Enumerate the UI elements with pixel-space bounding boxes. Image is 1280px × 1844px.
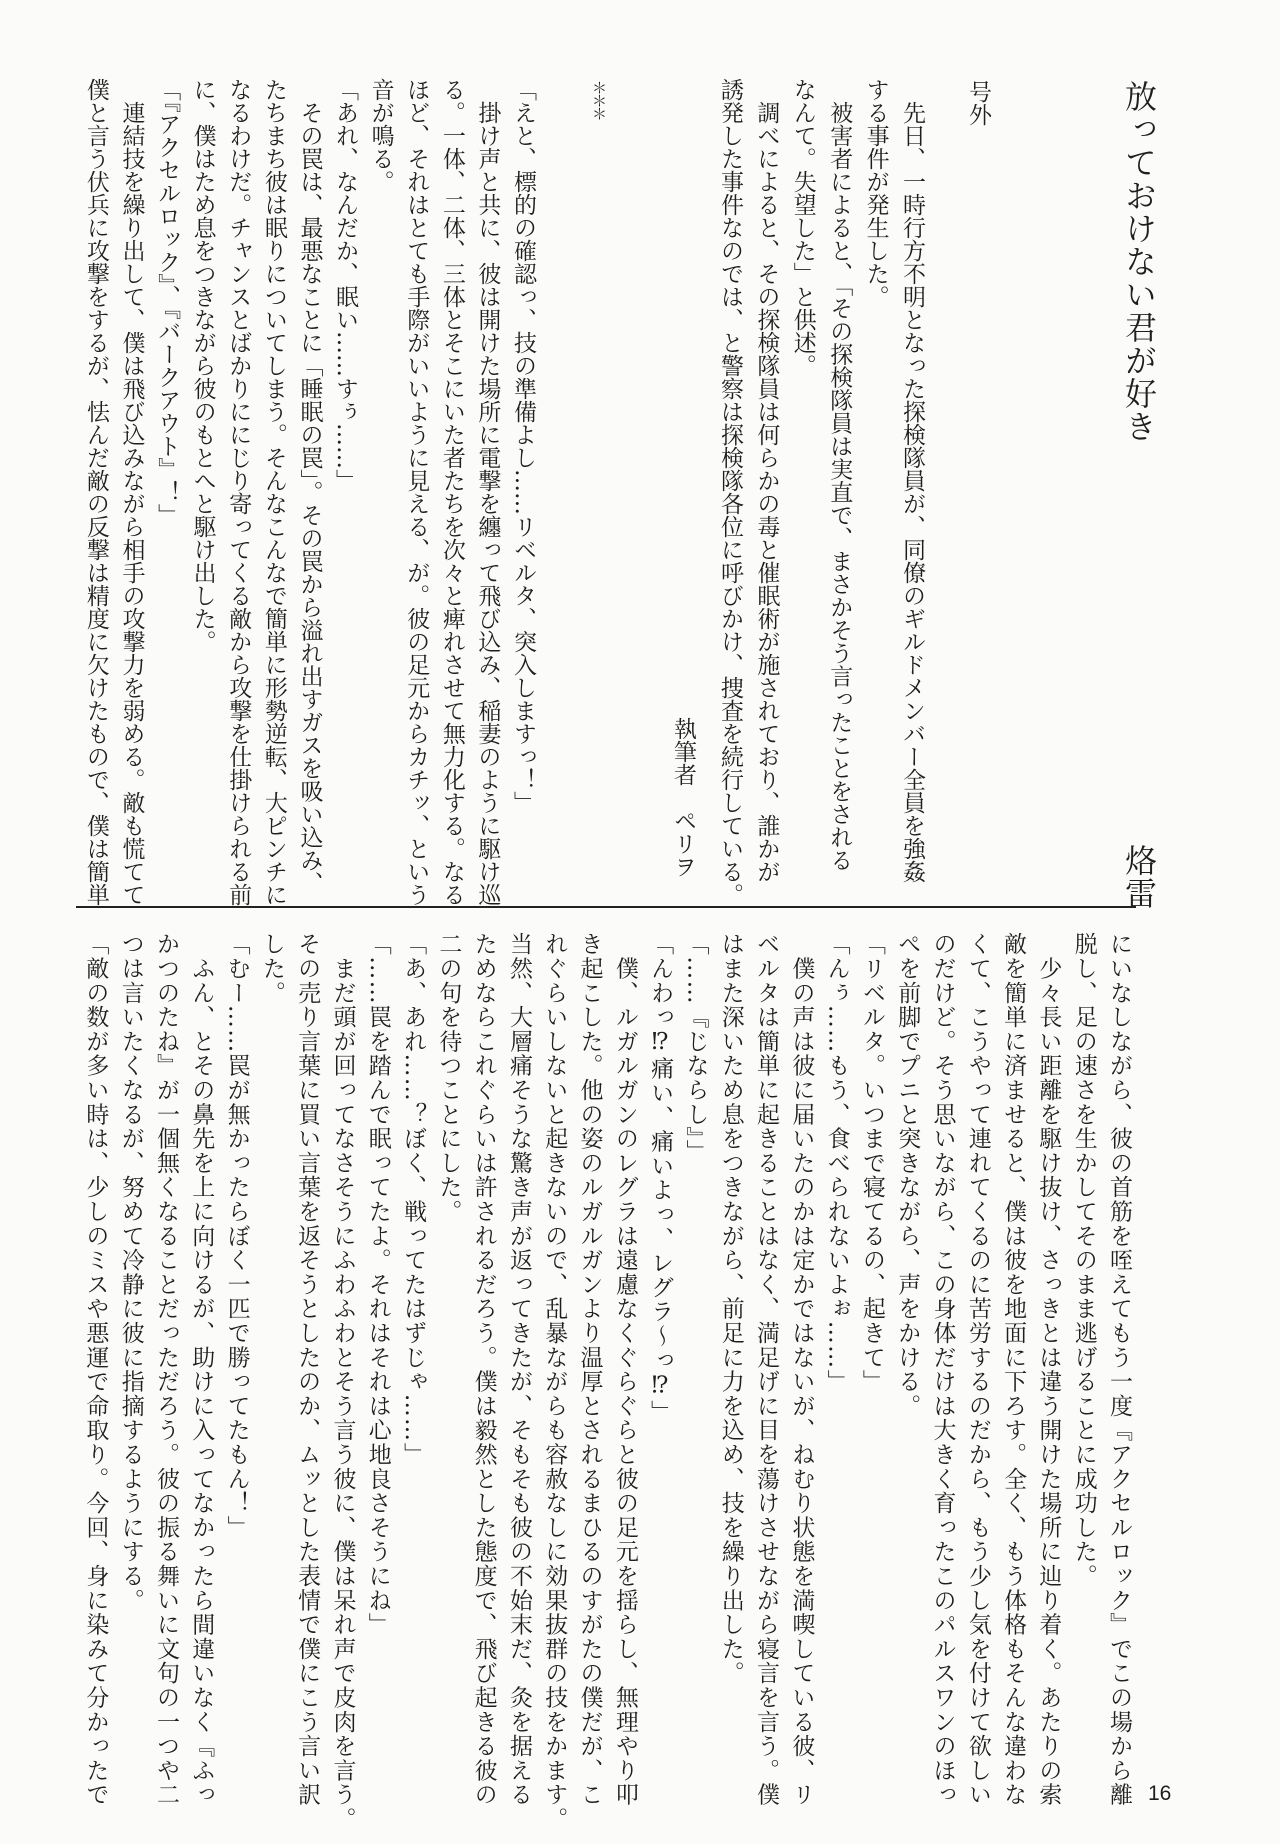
text-line: 先日、一時行方不明となった探検隊員が、同僚のギルドメンバー全員を強姦 <box>899 78 925 883</box>
text-line: 僕と言う伏兵に攻撃をするが、怯んだ敵の反撃は精度に欠けたもので、僕は簡単 <box>82 78 109 906</box>
text-line: のだけど。そう思いながら、この身体だけは大きく育ったこのパルスワンのほっ <box>929 932 956 1807</box>
text-line: 「……罠を踏んで眠ってたよ。それはそれは心地良さそうにね」 <box>364 932 391 1637</box>
divider-line <box>76 906 1136 908</box>
text-line: なんて。失望した」と供述。 <box>789 78 816 377</box>
story-text-lower <box>77 932 1136 1832</box>
story-header <box>1112 80 1166 910</box>
author-name: 烙雷 <box>1120 844 1158 910</box>
text-line: 当然、大層痛そうな驚き声が返ってきたが、そもそも彼の不始末だ、灸を据える <box>505 932 532 1807</box>
text-line: 少々長い距離を駆け抜け、さっきとは違う開けた場所に辿り着く。あたりの索 <box>1035 932 1062 1807</box>
text-line: 「あれ、なんだか、眠い……すぅ……」 <box>332 78 359 492</box>
text-line: はまた深いため息をつきながら、前足に力を込め、技を繰り出した。 <box>717 932 744 1686</box>
text-line: 「リベルタ。いつまで寝てるの、起きて」 <box>858 932 885 1394</box>
text-line: なるわけだ。チャンスとばかりににじり寄ってくる敵から攻撃を仕掛けられる前 <box>225 78 252 906</box>
story-text-upper <box>77 78 540 906</box>
text-line: ほど、それはとても手際がいいように見える、が。彼の足元からカチッ、という <box>403 78 430 906</box>
text-line: 「んぅ……もう、食べられないよぉ……」 <box>823 932 850 1394</box>
text-line: 「えと、標的の確認っ、技の準備よし……リベルタ、突入しますっ！」 <box>510 78 536 814</box>
text-line: 僕の声は彼に届いたのかは定かではないが、ねむり状態を満喫している彼、リ <box>788 932 815 1807</box>
text-line: ぺを前脚でプニと突きながら、声をかける。 <box>894 932 921 1418</box>
text-line: くて、こうやって連れてくるのに苦労するのだから、もう少し気を付けて欲しい <box>964 932 991 1807</box>
text-line: ベルタは簡単に起きることはなく、満足げに目を蕩けさせながら寝言を言う。僕 <box>753 932 780 1807</box>
text-line: まだ頭が回ってなさそうにふわふわとそう言う彼に、僕は呆れ声で皮肉を言う。 <box>329 932 356 1832</box>
text-line: 「敵の数が多い時は、少しのミスや悪運で命取り。今回、身に染みて分かったで <box>82 932 109 1807</box>
text-line: 「んわっ⁉痛い、痛いよっ、レグラ～っ⁉」 <box>647 932 674 1424</box>
text-line: 連結技を繰り出して、僕は飛び込みながら相手の攻撃力を弱める。敵も慌てて <box>118 78 145 906</box>
text-line: する事件が発生した。 <box>862 78 889 308</box>
text-line: 「あ、あれ……？ぼく、戦ってたはずじゃ……」 <box>400 932 427 1467</box>
text-line: 被害者によると、「その探検隊員は実直で、まさかそう言ったことをされる <box>826 78 853 872</box>
text-line: れぐらいしないと起きないので、乱暴ながらも容赦なしに効果抜群の技をかます。 <box>541 932 568 1832</box>
page-number: 16 <box>1148 1782 1172 1805</box>
text-line: に、僕はため息をつきながら彼のもとへと駆け出した。 <box>189 78 216 653</box>
text-line: 音が鳴る。 <box>367 78 394 193</box>
text-line: き起こした。他の姿のルガルガンより温厚とされるまひるのすがたの僕だが、こ <box>576 932 603 1807</box>
text-line: 僕、ルガルガンのレグラは遠慮なくぐらぐらと彼の足元を揺らし、無理やり叩 <box>611 932 638 1807</box>
text-line: る。一体、二体、三体とそこにいた者たちを次々と痺れさせて無力化する。なる <box>438 78 465 906</box>
news-byline: 執筆者 ペリヲ <box>670 717 696 878</box>
news-heading: 号外 <box>965 80 991 126</box>
text-line: ためならこれぐらいは許されるだろう。僕は毅然とした態度で、飛び起きる彼の <box>470 932 497 1807</box>
section-separator: ＊＊＊ <box>590 80 608 119</box>
text-line: した。 <box>258 932 285 1005</box>
text-line: 「……『じならし』」 <box>682 932 709 1164</box>
text-line: その罠は、最悪なことに「睡眠の罠」。その罠から溢れ出すガスを吸い込み、 <box>296 78 323 895</box>
text-line: 「むー……罠が無かったらぼく一匹で勝ってたもん！」 <box>223 932 250 1540</box>
news-body <box>711 78 930 906</box>
text-line: 誘発した事件なのでは、と警察は探検隊各位に呼びかけ、捜査を続行している。 <box>716 78 743 906</box>
text-line: 「『アクセルロック』、『バークアウト』！」 <box>154 78 181 527</box>
text-line: たちまち彼は眠りについてしまう。そんなこんなで簡単に形勢逆転、大ピンチに <box>260 78 287 906</box>
text-line: 調べによると、その探検隊員は何らかの毒と催眠術が施されており、誰かが <box>753 78 780 883</box>
text-line: 敵を簡単に済ませると、僕は彼を地面に下ろす。全く、もう体格もそんな違わな <box>1000 932 1027 1807</box>
text-line: ふん、とその鼻先を上に向けるが、助けに入ってなかったら間違いなく『ふっ <box>188 932 215 1807</box>
text-line: 掛け声と共に、彼は開けた場所に電撃を纏って飛び込み、稲妻のように駆け巡 <box>474 78 501 906</box>
text-line: 脱し、足の速さを生かしてそのまま逃げることに成功した。 <box>1070 932 1097 1589</box>
text-line: かつのたね』が一個無くなることだっただろう。彼の振る舞いに文句の一つや二 <box>152 932 179 1807</box>
story-title: 放っておけない君が好き <box>1120 80 1158 443</box>
text-line: つは言いたくなるが、努めて冷静に彼に指摘するようにする。 <box>117 932 144 1613</box>
text-line: にいなしながら、彼の首筋を咥えてもう一度『アクセルロック』でこの場から離 <box>1106 932 1132 1807</box>
text-line: その売り言葉に買い言葉を返そうとしたのか、ムッとした表情で僕にこう言い訳 <box>294 932 321 1807</box>
text-line: 二の句を待つことにした。 <box>435 932 462 1224</box>
